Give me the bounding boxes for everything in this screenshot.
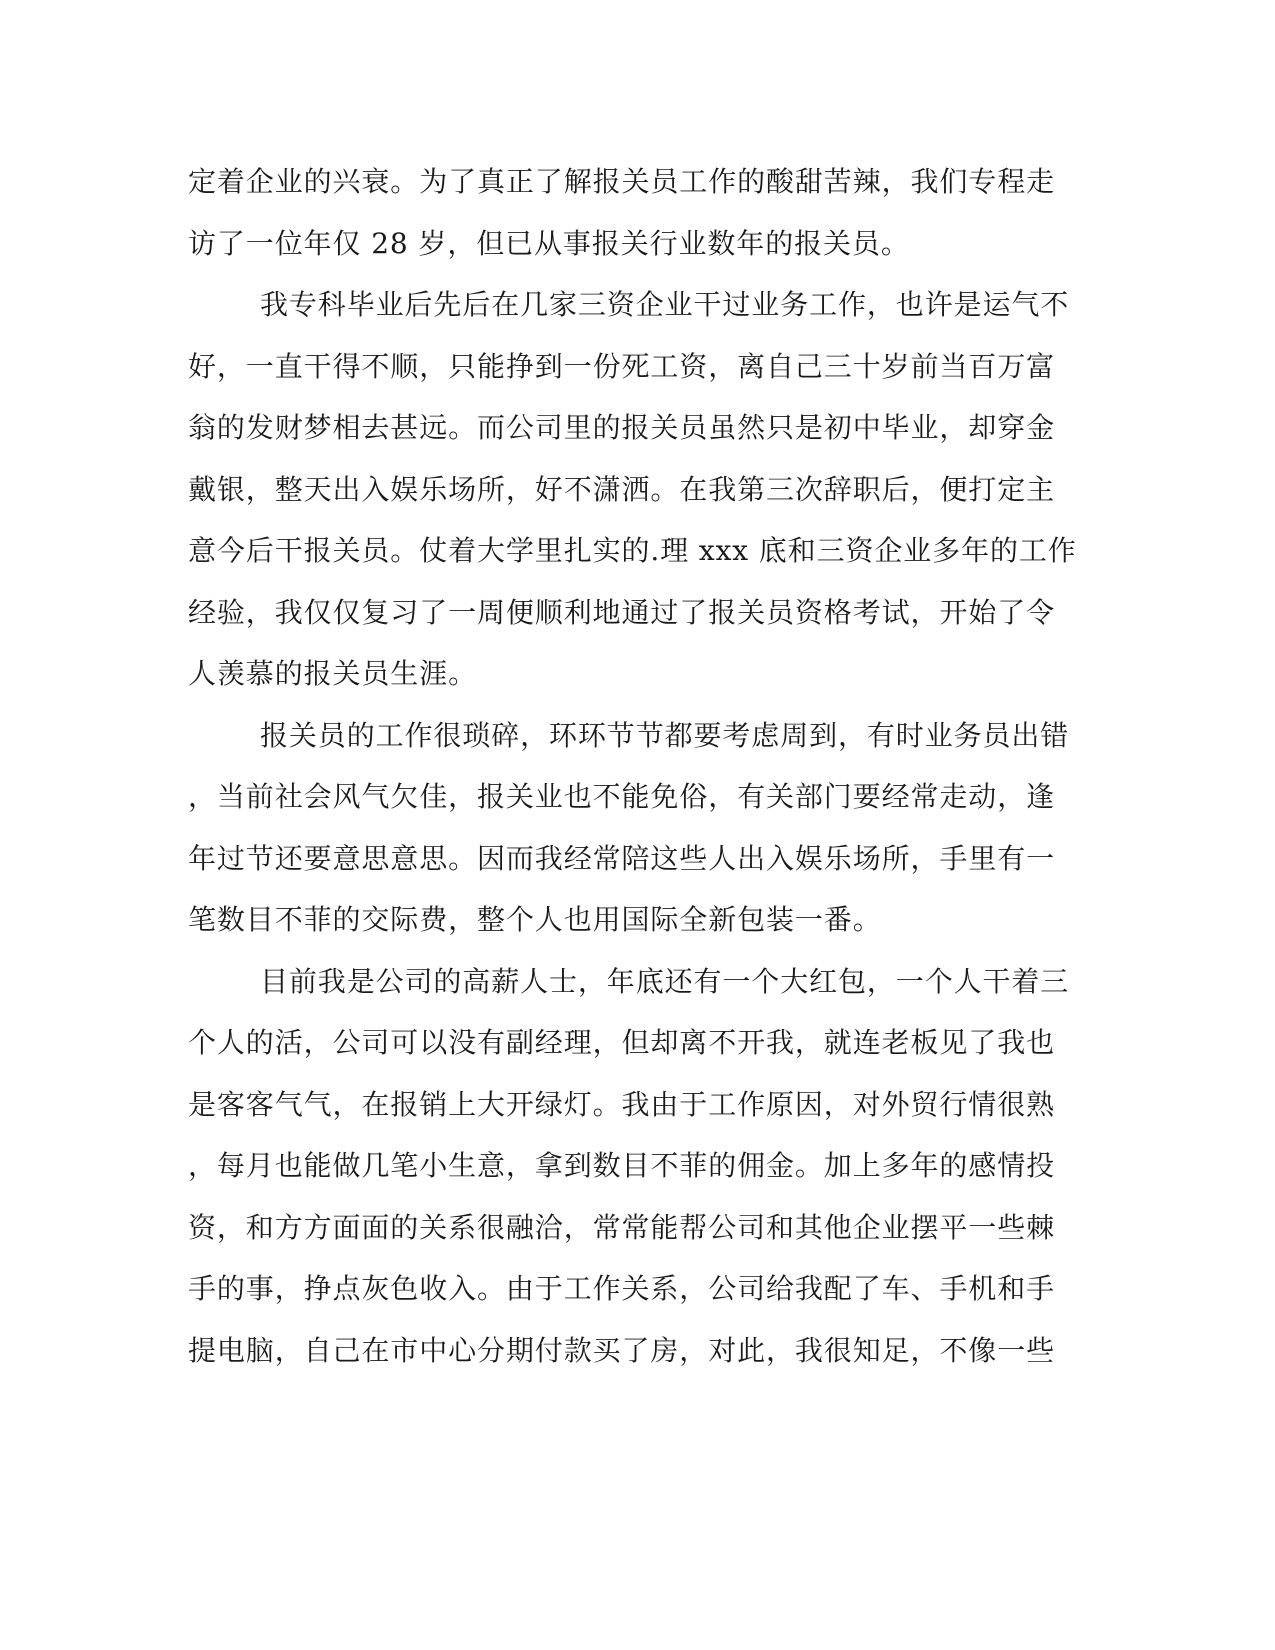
text-line: 定着企业的兴衰。为了真正了解报关员工作的酸甜苦辣，我们专程走 xyxy=(188,165,1056,198)
paragraph-start-line: 报关员的工作很琐碎，环环节节都要考虑周到，有时业务员出错 xyxy=(260,718,1070,752)
text-line: 笔数目不菲的交际费，整个人也用国际全新包装一番。 xyxy=(188,903,882,936)
text-line: 经验，我仅仅复习了一周便顺利地通过了报关员资格考试，开始了令 xyxy=(188,595,1056,629)
text-line: ，当前社会风气欠佳，报关业也不能免俗，有关部门要经常走动，逢 xyxy=(188,780,1056,813)
text-line: 提电脑，自己在市中心分期付款买了房，对此，我很知足，不像一些 xyxy=(188,1333,1056,1367)
paragraph-start-line: 目前我是公司的高薪人士，年底还有一个大红包，一个人干着三 xyxy=(260,964,1070,998)
text-line: 访了一位年仅 28 岁，但已从事报关行业数年的报关员。 xyxy=(188,226,910,260)
text-line: 个人的活，公司可以没有副经理，但却离不开我，就连老板见了我也 xyxy=(188,1026,1056,1059)
text-line: 人羡慕的报关员生涯。 xyxy=(188,657,478,690)
text-line: 资，和方方面面的关系很融洽，常常能帮公司和其他企业摆平一些棘 xyxy=(188,1210,1056,1244)
text-line: 手的事，挣点灰色收入。由于工作关系，公司给我配了车、手机和手 xyxy=(188,1272,1056,1305)
text-line: 意今后干报关员。仗着大学里扎实的.理 xxx 底和三资企业多年的工作 xyxy=(188,534,1077,567)
text-line: 年过节还要意思意思。因而我经常陪这些人出入娱乐场所，手里有一 xyxy=(188,841,1056,875)
text-line: ，每月也能做几笔小生意，拿到数目不菲的佣金。加上多年的感情投 xyxy=(188,1149,1056,1182)
text-line: 是客客气气，在报销上大开绿灯。我由于工作原因，对外贸行情很熟 xyxy=(188,1087,1056,1121)
text-line: 戴银，整天出入娱乐场所，好不潇洒。在我第三次辞职后，便打定主 xyxy=(188,472,1056,506)
text-line: 翁的发财梦相去甚远。而公司里的报关员虽然只是初中毕业，却穿金 xyxy=(188,411,1056,444)
document-body xyxy=(188,162,1077,1392)
text-line: 好，一直干得不顺，只能挣到一份死工资，离自己三十岁前当百万富 xyxy=(188,349,1056,383)
paragraph-start-line: 我专科毕业后先后在几家三资企业干过业务工作，也许是运气不 xyxy=(260,288,1070,321)
